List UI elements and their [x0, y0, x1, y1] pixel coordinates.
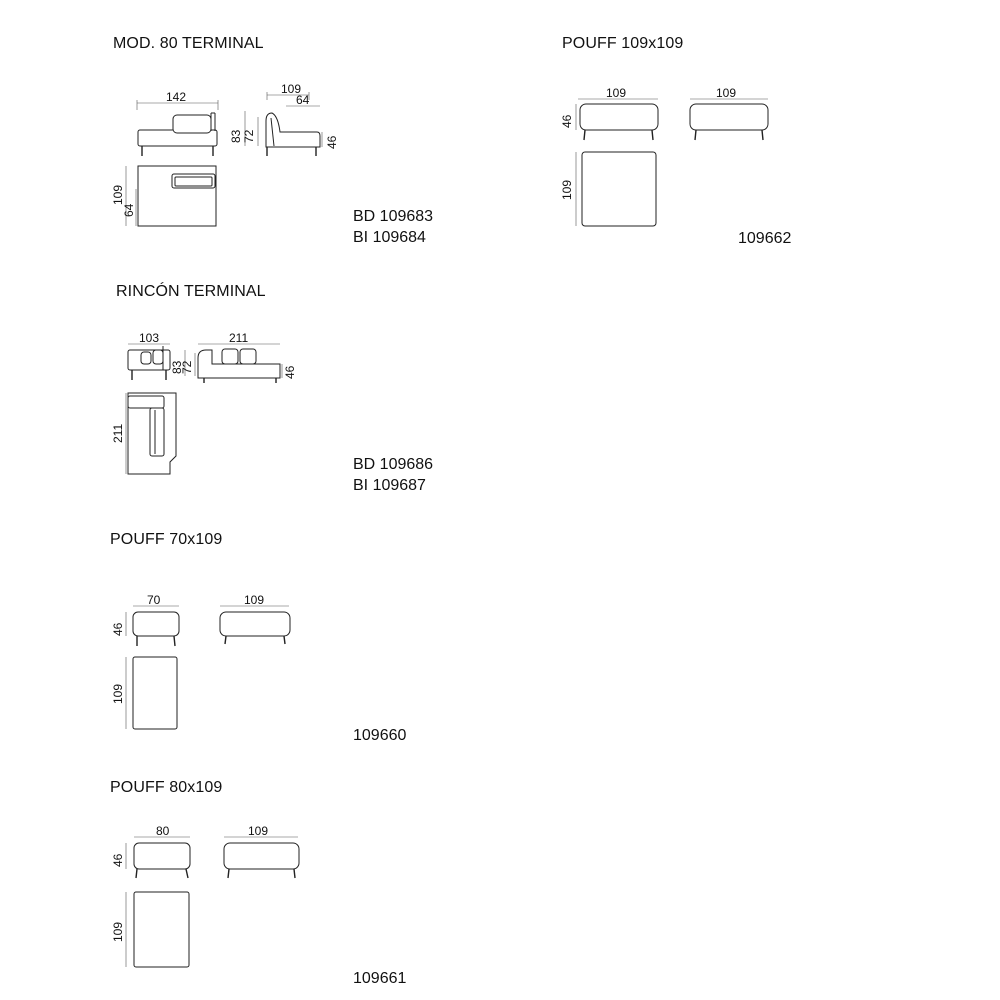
pouff80-front-view — [111, 824, 190, 878]
dim-label-arm-height: 72 — [180, 360, 194, 374]
pouff109-plan-view — [560, 152, 656, 226]
dim-label-plan-depth: 109 — [560, 179, 574, 200]
product-code: BI 109684 — [353, 229, 426, 246]
product-code: 109662 — [738, 230, 792, 247]
section-title-rincon-terminal: RINCÓN TERMINAL — [116, 283, 266, 300]
dim-label-seat-height: 46 — [325, 135, 339, 149]
dim-label-seat-height: 46 — [283, 365, 297, 379]
dim-label-front-width: 103 — [139, 331, 160, 345]
dim-label-side-width: 109 — [248, 824, 269, 838]
plan-outline — [582, 152, 656, 226]
dim-label-plan-depth: 109 — [111, 683, 125, 704]
rincon-front-view — [128, 331, 195, 380]
dim-label-side-width: 109 — [244, 593, 265, 607]
side-body — [198, 350, 280, 378]
dim-label-arm-height: 72 — [242, 129, 256, 143]
product-code: 109660 — [353, 727, 407, 744]
pouff109-front-view — [560, 86, 658, 140]
dim-label-side-width: 211 — [229, 331, 249, 345]
dim-label-height: 83 — [170, 360, 184, 374]
mod80-side-view — [229, 82, 339, 156]
product-code: 109661 — [353, 970, 407, 987]
dim-label-plan-length: 211 — [111, 423, 125, 443]
product-code: BD 109686 — [353, 456, 434, 473]
dim-label-plan-depth: 109 — [111, 184, 125, 205]
dim-label-front-width: 70 — [147, 593, 161, 607]
pouff70-front-view — [111, 593, 179, 646]
pouff-body — [134, 843, 190, 869]
pouff-body — [133, 612, 179, 636]
dim-label-plan-depth: 109 — [111, 921, 125, 942]
pouff70-plan-view — [111, 657, 177, 729]
section-title-pouff-70x109: POUFF 70x109 — [110, 531, 223, 548]
dim-label-height: 46 — [111, 853, 125, 867]
pouff-body — [220, 612, 290, 636]
rincon-side-view — [198, 331, 297, 383]
dim-label-height: 46 — [560, 114, 574, 128]
dim-label-height: 46 — [111, 622, 125, 636]
sofa-cushion — [173, 115, 211, 133]
product-code: BD 109683 — [353, 208, 434, 225]
mod80-plan-view — [111, 166, 216, 226]
dim-label-front-width: 80 — [156, 824, 170, 838]
plan-outline — [134, 892, 189, 967]
dim-label-height: 83 — [229, 129, 243, 143]
pouff109-side-view — [690, 86, 768, 140]
dim-label-plan-seat: 64 — [122, 203, 136, 217]
section-title-pouff-109x109: POUFF 109x109 — [562, 35, 684, 52]
dim-label-side-width: 109 — [716, 86, 737, 100]
dim-label-seat-depth: 64 — [296, 93, 310, 107]
side-silhouette — [266, 113, 320, 147]
dim-label-depth: 109 — [281, 82, 302, 96]
plan-outline — [133, 657, 177, 729]
pouff70-side-view — [220, 593, 290, 644]
pouff80-side-view — [224, 824, 299, 878]
pouff80-plan-view — [111, 892, 189, 967]
product-code: BI 109687 — [353, 477, 426, 494]
dim-label-width: 142 — [166, 90, 187, 104]
section-title-mod80-terminal: MOD. 80 TERMINAL — [113, 35, 264, 52]
dim-label-front-width: 109 — [606, 86, 627, 100]
section-title-pouff-80x109: POUFF 80x109 — [110, 779, 223, 796]
pouff-body — [690, 104, 768, 130]
rincon-plan-view — [111, 393, 176, 474]
mod80-front-view — [137, 90, 218, 156]
pouff-body — [580, 104, 658, 130]
pouff-body — [224, 843, 299, 869]
